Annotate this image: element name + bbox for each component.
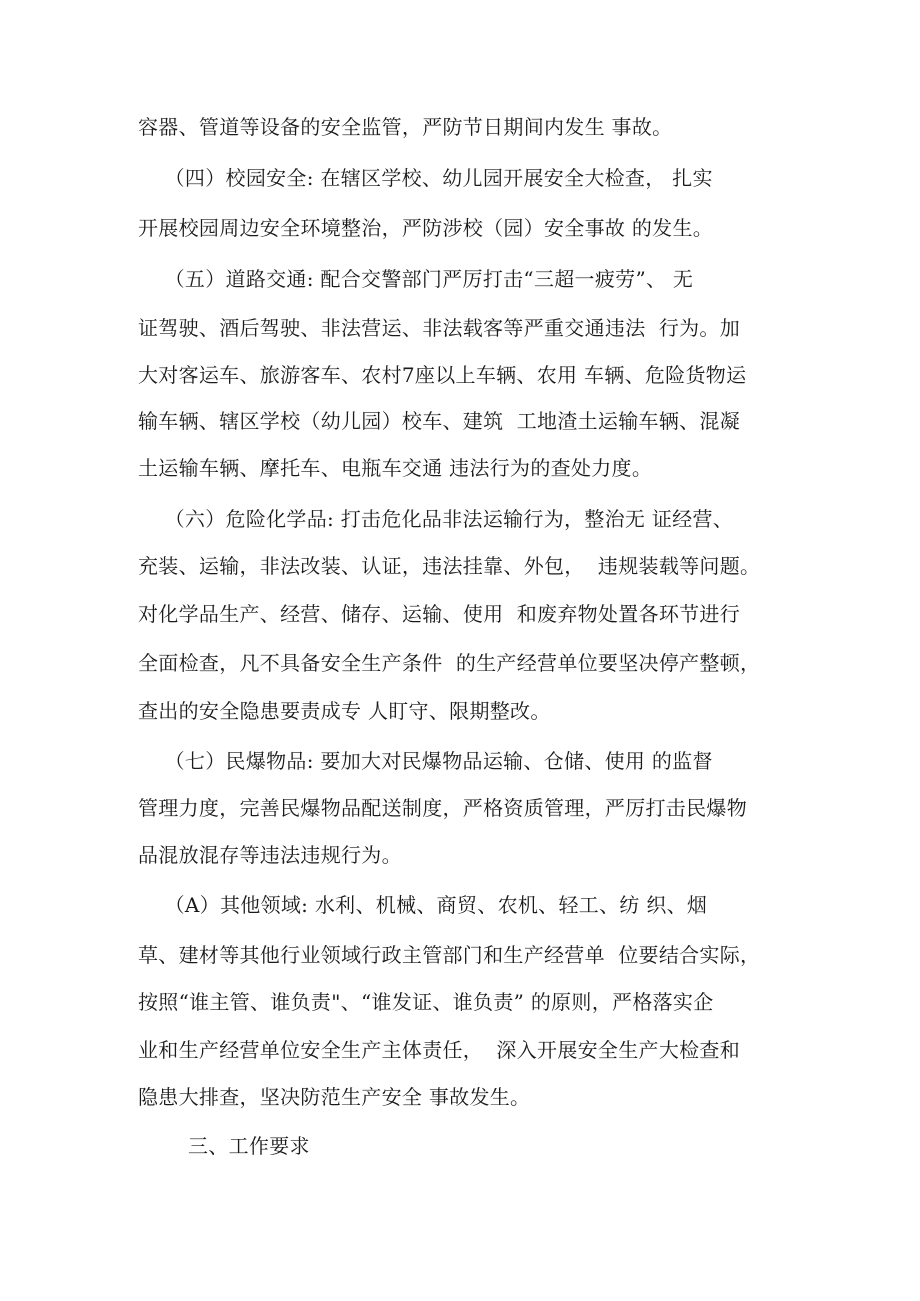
text-line: 管理力度，完善民爆物品配送制度，严格资质管理，严厉打击民爆物 (138, 796, 747, 820)
text-line: 业和生产经营单位安全生产主体责任， 深入开展安全生产大检查和 (138, 1038, 741, 1062)
text-line: 对化学品生产、经营、储存、运输、使用 和废弃物处置各环节进行 (138, 602, 741, 626)
text-line: 充装、运输，非法改装、认证，违法挂靠、外包， 违规装载等问题。 (138, 554, 761, 578)
text-line: （四）校园安全: 在辖区学校、幼儿园开展安全大检查， 扎实 (138, 166, 713, 190)
text-line: 按照“谁主管、谁负责"、“谁发证、谁负责” 的原则，严格落实企 (138, 990, 714, 1014)
text-line: 土运输车辆、摩托车、电瓶车交通 违法行为的查处力度。 (138, 456, 653, 480)
text-line: 隐患大排查，坚决防范生产安全 事故发生。 (138, 1085, 531, 1109)
text-line: 输车辆、辖区学校（幼儿园）校车、建筑 工地渣土运输车辆、混凝 (138, 409, 741, 433)
text-line: 草、建材等其他行业领域行政主管部门和生产经营单 位要结合实际， (138, 943, 761, 967)
text-line: 全面检查，凡不具备安全生产条件 的生产经营单位要坚决停产整顿， (138, 651, 761, 675)
text-line: （五）道路交通: 配合交警部门严厉打击“三超一疲劳”、 无 (138, 267, 694, 291)
text-line: 品混放混存等违法违规行为。 (138, 843, 402, 867)
text-line: （六）危险化学品: 打击危化品非法运输行为，整治无 证经营、 (138, 507, 734, 531)
text-line: （A）其他领域: 水利、机械、商贸、农机、轻工、纺 织、烟 (138, 893, 708, 917)
section-heading: 三、工作要求 (188, 1134, 310, 1158)
text-line: 容器、管道等设备的安全监管，严防节日期间内发生 事故。 (138, 115, 673, 139)
text-line: 大对客运车、旅游客车、农村7座以上车辆、农用 车辆、危险货物运 (138, 363, 747, 387)
text-line: 开展校园周边安全环境整治，严防涉校（园）安全事故 的发生。 (138, 216, 714, 240)
text-line: 证驾驶、酒后驾驶、非法营运、非法载客等严重交通违法 行为。加 (138, 316, 741, 340)
text-line: （七）民爆物品: 要加大对民爆物品运输、仓储、使用 的监督 (138, 749, 713, 773)
text-line: 查出的安全隐患要责成专 人盯守、限期整改。 (138, 699, 551, 723)
